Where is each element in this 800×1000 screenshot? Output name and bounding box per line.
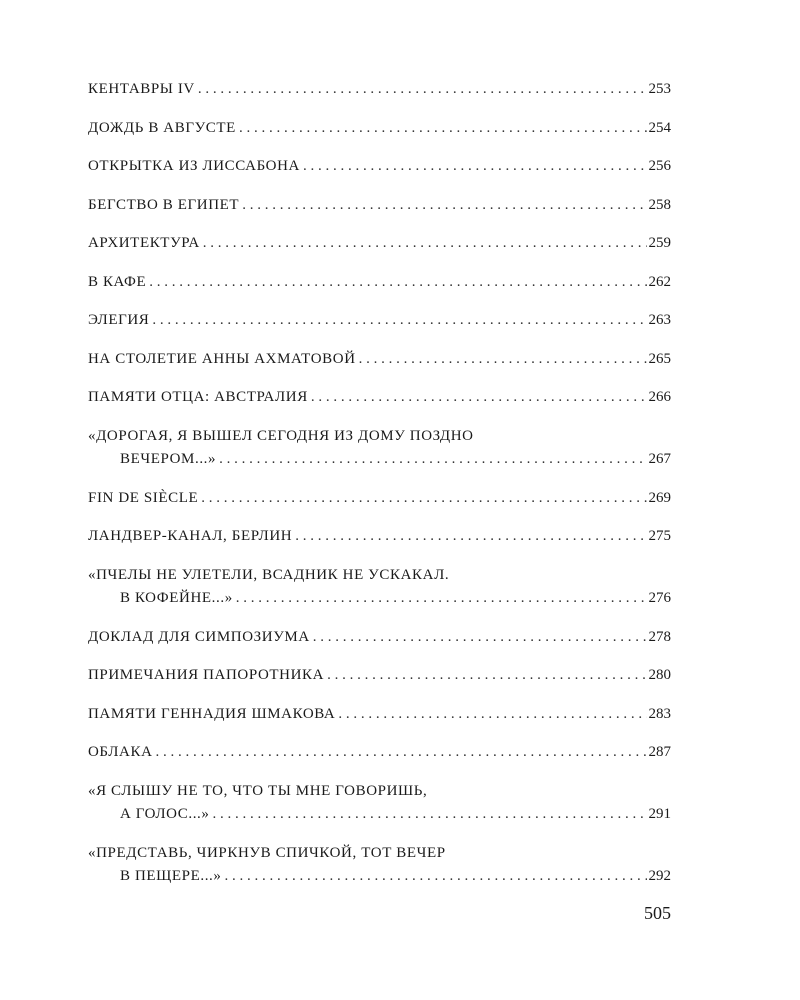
toc-entry-page: 287: [648, 744, 671, 760]
dot-leader: [242, 194, 646, 217]
toc-entry: [88, 664, 671, 703]
dot-leader: [327, 664, 646, 687]
dot-leader: [156, 741, 647, 764]
toc-entry-page: 263: [648, 312, 671, 328]
table-of-contents: [88, 78, 671, 904]
toc-entry-title: ПАМЯТИ ОТЦА: АВСТРАЛИЯ: [88, 389, 308, 405]
dot-leader: [359, 348, 647, 371]
toc-entry-title-line1: «ДОРОГАЯ, Я ВЫШЕЛ СЕГОДНЯ ИЗ ДОМУ ПОЗДНО: [88, 427, 474, 444]
book-page: [88, 0, 671, 1000]
toc-entry: [88, 741, 671, 780]
toc-entry: [88, 194, 671, 233]
toc-entry-title-line2: В КОФЕЙНЕ...»: [120, 589, 233, 606]
toc-entry: [88, 348, 671, 387]
dot-leader: [149, 271, 646, 294]
toc-entry-page: 291: [648, 805, 671, 822]
toc-entry: [88, 232, 671, 271]
dot-leader: [295, 525, 646, 548]
toc-entry-title-line2: В ПЕЩЕРЕ...»: [120, 867, 222, 884]
toc-entry: [88, 117, 671, 156]
toc-entry: [88, 780, 671, 842]
toc-entry-title: АРХИТЕКТУРА: [88, 235, 200, 251]
toc-entry: [88, 271, 671, 310]
toc-entry-page: 253: [648, 81, 671, 97]
toc-entry-title: НА СТОЛЕТИЕ АННЫ АХМАТОВОЙ: [88, 350, 356, 367]
toc-entry: [88, 425, 671, 487]
dot-leader: [203, 232, 647, 255]
toc-entry-page: 267: [648, 450, 671, 467]
toc-entry: [88, 309, 671, 348]
toc-entry-page: 258: [648, 196, 671, 213]
toc-entry-page: 256: [648, 158, 671, 174]
toc-entry-page: 275: [648, 528, 671, 544]
toc-entry-title: ДОКЛАД ДЛЯ СИМПОЗИУМА: [88, 628, 310, 645]
toc-entry: [88, 78, 671, 117]
toc-entry-title: КЕНТАВРЫ IV: [88, 81, 195, 97]
toc-entry-title: ПРИМЕЧАНИЯ ПАПОРОТНИКА: [88, 667, 325, 683]
toc-entry-title: ОТКРЫТКА ИЗ ЛИССАБОНА: [88, 158, 300, 174]
toc-entry: [88, 487, 671, 526]
toc-entry-title: ДОЖДЬ В АВГУСТЕ: [88, 119, 236, 136]
toc-entry-title: ОБЛАКА: [88, 744, 153, 760]
dot-leader: [311, 386, 647, 409]
toc-entry-page: 276: [648, 589, 671, 606]
toc-entry: [88, 703, 671, 742]
toc-entry-title: ПАМЯТИ ГЕННАДИЯ ШМАКОВА: [88, 705, 336, 722]
dot-leader: [152, 309, 646, 332]
dot-leader: [198, 78, 647, 101]
toc-entry: [88, 626, 671, 665]
dot-leader: [303, 155, 647, 178]
dot-leader: [225, 865, 647, 888]
toc-entry-title: БЕГСТВО В ЕГИПЕТ: [88, 196, 240, 213]
toc-entry-page: 262: [648, 273, 671, 290]
toc-entry-page: 265: [648, 350, 671, 367]
toc-entry-title-line2: ВЕЧЕРОМ...»: [120, 450, 217, 467]
toc-entry-page: 292: [648, 867, 671, 884]
toc-entry-page: 266: [648, 389, 671, 405]
dot-leader: [236, 587, 647, 610]
toc-entry-title: ЛАНДВЕР-КАНАЛ, БЕРЛИН: [88, 528, 293, 544]
toc-entry-title-line1: «Я СЛЫШУ НЕ ТО, ЧТО ТЫ МНЕ ГОВОРИШЬ,: [88, 782, 428, 799]
toc-entry-page: 283: [648, 705, 671, 722]
dot-leader: [313, 626, 647, 649]
toc-entry-title-line2: А ГОЛОС...»: [120, 805, 210, 822]
toc-entry-page: 269: [648, 489, 671, 506]
toc-entry-page: 254: [648, 119, 671, 136]
page-number: 505: [644, 903, 671, 923]
dot-leader: [219, 448, 646, 471]
toc-entry: [88, 155, 671, 194]
dot-leader: [201, 487, 646, 510]
toc-entry-title-line1: «ПЧЕЛЫ НЕ УЛЕТЕЛИ, ВСАДНИК НЕ УСКАКАЛ.: [88, 566, 450, 583]
toc-entry-page: 259: [648, 235, 671, 251]
toc-entry-title: FIN DE SIÈCLE: [88, 489, 199, 506]
toc-entry-page: 278: [648, 628, 671, 645]
dot-leader: [213, 803, 647, 826]
toc-entry: [88, 525, 671, 564]
toc-entry: [88, 564, 671, 626]
dot-leader: [338, 703, 646, 726]
toc-entry-title-line1: «ПРЕДСТАВЬ, ЧИРКНУВ СПИЧКОЙ, ТОТ ВЕЧЕР: [88, 844, 446, 861]
toc-entry: [88, 842, 671, 904]
toc-entry-title: В КАФЕ: [88, 273, 147, 290]
toc-entry: [88, 386, 671, 425]
toc-entry-title: ЭЛЕГИЯ: [88, 312, 150, 328]
toc-entry-page: 280: [648, 667, 671, 683]
dot-leader: [239, 117, 647, 140]
